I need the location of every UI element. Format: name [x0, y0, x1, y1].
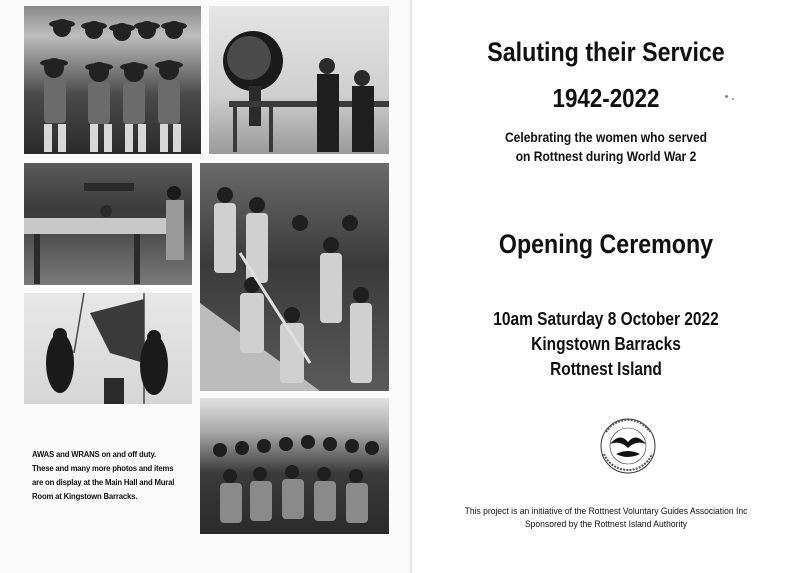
speck [732, 98, 734, 100]
bird-emblem-icon [592, 410, 664, 476]
photo-flag-raising [24, 293, 192, 404]
right-panel [412, 0, 800, 573]
photo-stairs-group [200, 163, 389, 391]
speck [725, 95, 728, 98]
ceremony-heading: Opening Ceremony [498, 229, 714, 259]
photo-women-group [24, 6, 201, 154]
photo-workshop [24, 163, 192, 285]
event-venue: Kingstown Barracks [531, 334, 681, 354]
guides-logo [592, 410, 664, 476]
photo-outdoor-group [200, 398, 389, 534]
page-title: Saluting their Service [487, 37, 725, 67]
footer-initiative: This project is an initiative of the Rottnest Voluntary Guides Association Inc [464, 506, 748, 517]
photo-searchlight [209, 6, 389, 154]
footer-sponsor: Sponsored by the Rottnest Island Authority [524, 519, 688, 530]
years-heading: 1942-2022 [552, 83, 660, 113]
footer [431, 505, 780, 531]
event-details [439, 307, 773, 382]
photo-caption: AWAS and WRANS on and off duty. These and many more photos and items are on display at the Main Hall and Mural Room at Kingstown Barracks. [32, 449, 175, 501]
event-datetime: 10am Saturday 8 October 2022 [493, 309, 719, 329]
event-location: Rottnest Island [550, 359, 662, 379]
subtitle: Celebrating the women who served on Rottnest during World War 2 [504, 129, 708, 164]
